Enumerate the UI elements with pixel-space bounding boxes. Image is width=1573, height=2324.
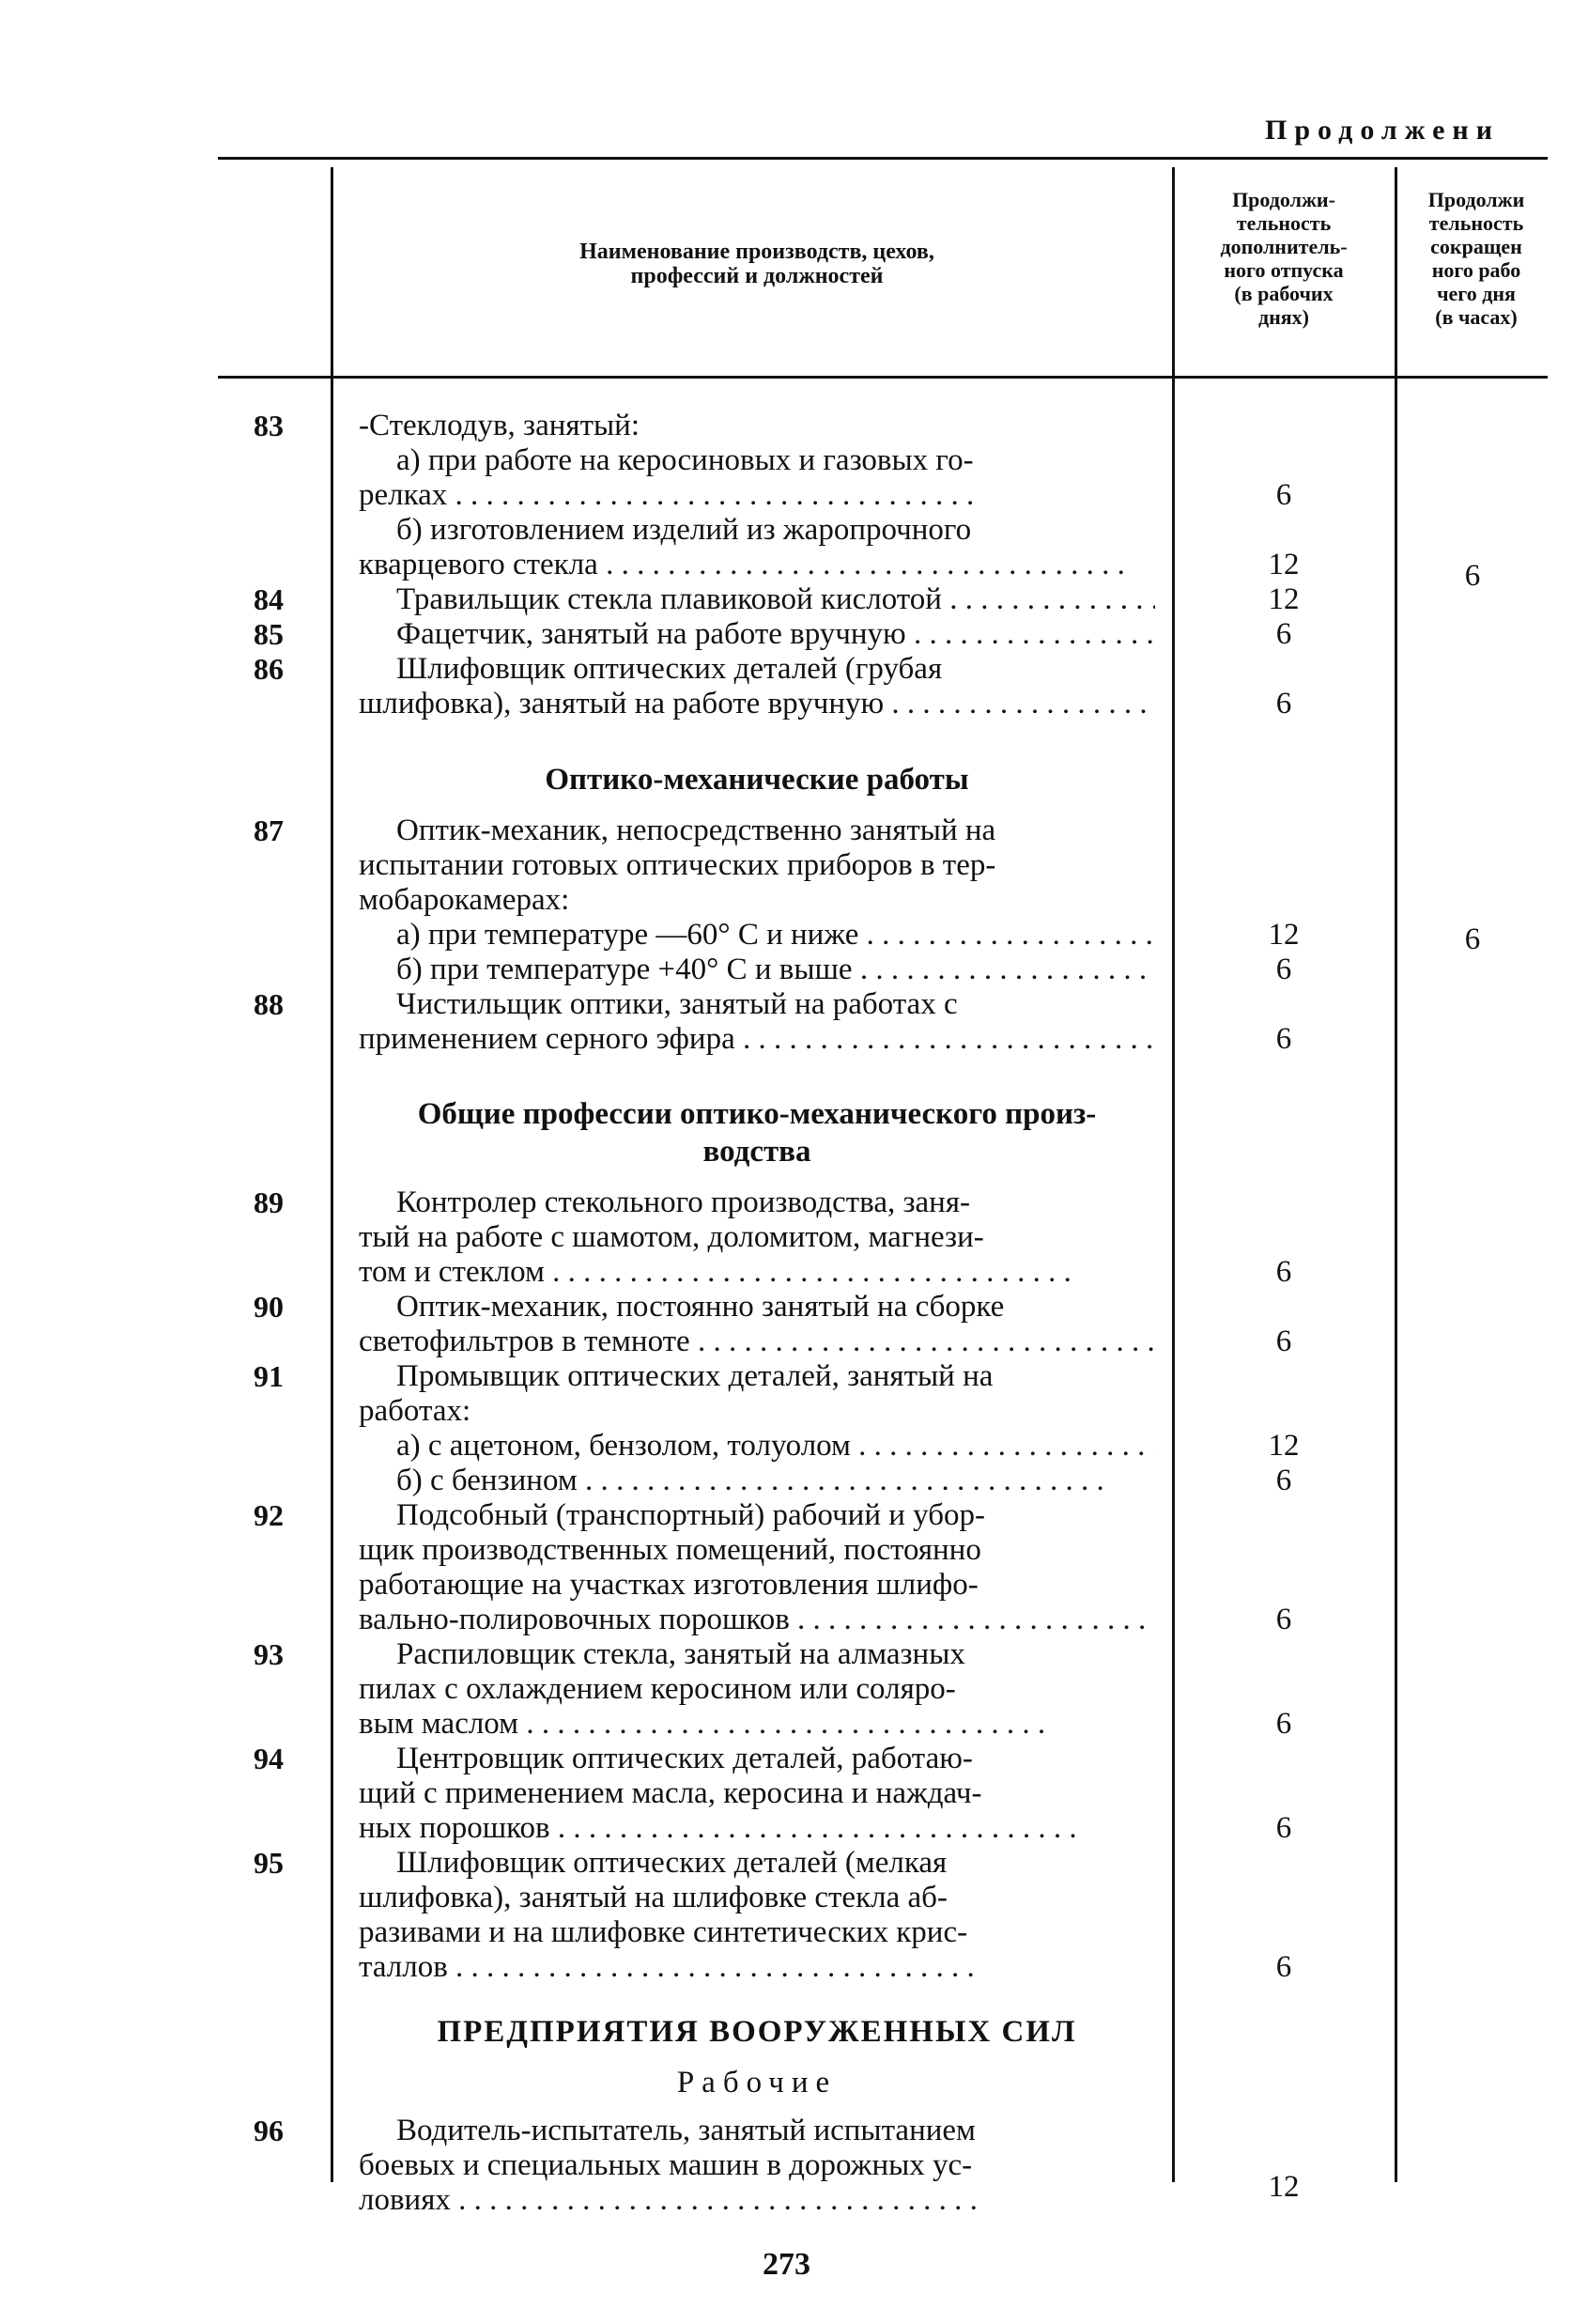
continued-label: Продолжени [1264,115,1500,146]
table-row-84: Травильщик стекла плавиковой кислотой . . . [359,582,1155,617]
row-number: 90 [254,1290,284,1324]
table-row-85: Фацетчик, занятый на работе вручную . . . [359,617,1155,652]
col-rule-right [1395,167,1397,2182]
row-number: 96 [254,2114,284,2147]
leave-value: 6 [1275,1603,1292,1636]
table-row-90: Оптик-механик, постоянно занятый на сборке светофильтров в темноте . . . [359,1290,1155,1359]
column-header-name: Наименование производств, цехов, профессий и должностей [579,240,934,288]
table-row-94: Центровщик оптических деталей, работаю- щий с применением масла, керосина и наждач- ных порошков . . . [359,1742,1155,1846]
table-row-93: Распиловщик стекла, занятый на алмазных пилах с охлаждением керосином или соляро- вым маслом . . . [359,1637,1155,1742]
section-heading: Общие профессии оптико-механического произ- водства [417,1097,1097,1169]
leave-value: 12 [1268,2170,1300,2204]
leave-value: 12 [1268,582,1300,616]
table-row-89: Контролер стекольного производства, заня- тый на работе с шамотом, доломитом, магнези- том и стеклом . . . [359,1185,1155,1290]
table-top-rule [218,157,1548,160]
leave-value: 6 [1275,1464,1292,1497]
leave-value: 6 [1275,617,1292,651]
column-header-short-day: Продолжи тельность сокращен ного рабо чего дня (в часах) [1427,188,1525,329]
row-number: 84 [254,582,284,616]
row-number: 85 [254,617,284,651]
row-number: 88 [254,987,284,1021]
row-number: 83 [254,409,284,442]
row-number: 94 [254,1742,284,1775]
leave-value: 12 [1268,1429,1300,1463]
col-rule-mid [1172,167,1175,2182]
col-rule-left [331,167,333,2182]
table-row-91: Промывщик оптических деталей, занятый на работах: а) с ацетоном, бензолом, толуолом . . . б) с бензином . . . [359,1359,1155,1498]
leave-value: 6 [1275,687,1292,720]
row-number: 89 [254,1185,284,1219]
leave-value: 12 [1268,548,1300,581]
table-row-96: Водитель-испытатель, занятый испытанием боевых и специальных машин в дорожных ус- ловиях . . . [359,2114,1155,2218]
leave-value: 6 [1275,478,1292,512]
row-number: 93 [254,1637,284,1671]
page-number: 273 [763,2247,810,2282]
table-row-86: Шлифовщик оптических деталей (грубая шлифовка), занятый на работе вручную . . . [359,652,1155,721]
row-number: 95 [254,1846,284,1880]
row-number: 86 [254,652,284,686]
row-number: 92 [254,1498,284,1532]
leave-value: 6 [1275,953,1292,986]
row-number: 87 [254,813,284,847]
table-row-92: Подсобный (транспортный) рабочий и убор- щик производственных помещений, постоянно работающие на участках изготовления шлифо- вально-полировочных порошков . . . [359,1498,1155,1637]
table-row-87: Оптик-механик, непосредственно занятый на испытании готовых оптических приборов в тер- мобарокамерах: а) при температуре —60° С и ниже . . . б) при температуре +40° С и выше . . . [359,813,1155,987]
header-bottom-rule [218,376,1548,379]
section-heading: Оптико-механические работы [545,763,969,797]
leave-value: 6 [1275,1950,1292,1984]
leave-value: 6 [1275,1022,1292,1056]
short-day-value: 6 [1464,922,1481,956]
row-number: 91 [254,1359,284,1393]
leave-value: 6 [1275,1255,1292,1289]
section-subheading: Рабочие [676,2066,838,2099]
table-row-88: Чистильщик оптики, занятый на работах с применением серного эфира . . . [359,987,1155,1057]
table-row-83: -Стеклодув, занятый: а) при работе на керосиновых и газовых го- релках . . . б) изготовлением изделий из жаропрочного кварцевого стекла . . . [359,409,1155,582]
leave-value: 6 [1275,1707,1292,1741]
section-heading: ПРЕДПРИЯТИЯ ВООРУЖЕННЫХ СИЛ [437,2015,1077,2049]
leave-value: 12 [1268,918,1300,952]
leave-value: 6 [1275,1811,1292,1845]
short-day-value: 6 [1464,559,1481,593]
leave-value: 6 [1275,1325,1292,1358]
table-row-95: Шлифовщик оптических деталей (мелкая шлифовка), занятый на шлифовке стекла аб- разивами и на шлифовке синтетических крис- таллов . . . [359,1846,1155,1985]
column-header-leave: Продолжи- тельность дополнитель- ного отпуска (в рабочих днях) [1220,188,1348,329]
